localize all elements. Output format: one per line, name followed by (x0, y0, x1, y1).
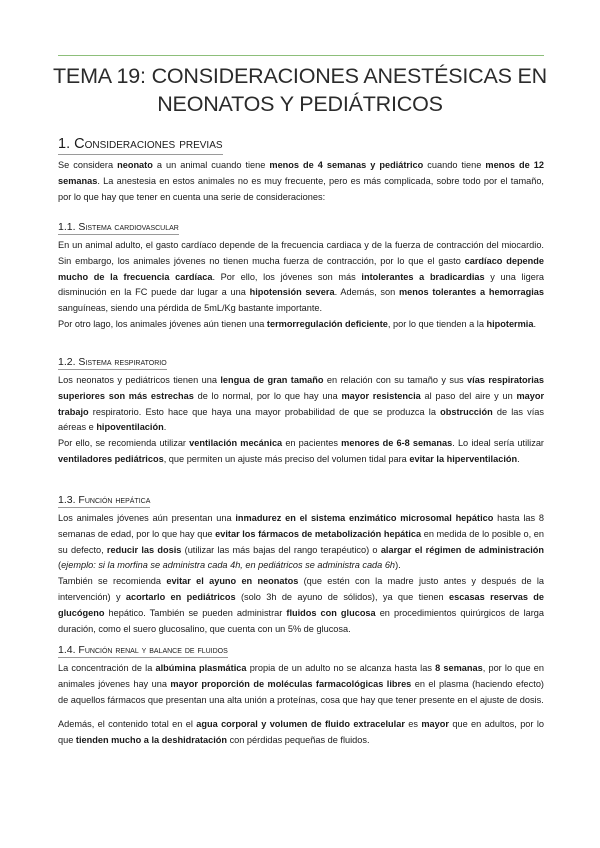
paragraph: Por ello, se recomienda utilizar ventilación mecánica en pacientes menores de 6-8 semanas. Lo ideal sería utilizar ventiladores pediátricos, que permiten un ajuste más preciso del volumen tidal para evitar la hiperventilación. (58, 438, 544, 464)
paragraph: Además, el contenido total en el agua corporal y volumen de fluido extracelular es mayor que en adultos, por lo que tienden mucho a la deshidratación con pérdidas pequeñas de fluidos. (58, 719, 545, 746)
section-funcion-hepatica (58, 490, 544, 637)
paragraph: Los animales jóvenes aún presentan una inmadurez en el sistema enzimático microsomal hepático hasta las 8 semanas de edad, por lo que hay que evitar los fármacos de metabolización hepática en medida de lo posible o, en su defecto, reducir las dosis (utilizar las más bajas del rango terapéutico) o alargar el régimen de administración (ejemplo: si la morfina se administra cada 4h, en pediátricos se administra cada 6h). (58, 513, 544, 571)
header-rule (58, 55, 544, 56)
page-title (40, 62, 560, 118)
paragraph: La concentración de la albúmina plasmática propia de un adulto no se alcanza hasta las 8 semanas, por lo que en animales jóvenes hay una mayor proporción de moléculas farmacológicas libres en el plasma (haciendo efecto) de aquellos fármacos que presentan una alta unión a proteínas, cosa que hay que tener presente en el ajuste de dosis. (58, 663, 544, 705)
paragraph: Se considera neonato a un animal cuando tiene menos de 4 semanas y pediátrico cuando tiene menos de 12 semanas. La anestesia en estos animales no es muy frecuente, pero es más complicada, sobre todo por el tamaño, por lo que hay que tener en cuenta una serie de consideraciones: (58, 160, 544, 202)
section-heading: 1. Consideraciones previas (58, 136, 223, 155)
paragraph: Los neonatos y pediátricos tienen una lengua de gran tamaño en relación con su tamaño y sus vías respiratorias superiores son más estrechas de lo normal, por lo que hay una mayor resistencia al paso del aire y un mayor trabajo respiratorio. Esto hace que haya una mayor probabilidad de que se produzca la obstrucción de las vías aéreas e hipoventilación. (58, 375, 545, 433)
section-consideraciones-previas (58, 135, 544, 205)
paragraph: Por otro lago, los animales jóvenes aún tienen una termorregulación deficiente, por lo que tienden a la hipotermia. (58, 318, 537, 329)
title-line-2: NEONATOS Y PEDIÁTRICOS (157, 92, 443, 116)
subsection-heading: 1.3. Función hepática (58, 494, 151, 506)
subsection-heading: 1.4. Función renal y balance de fluidos (58, 644, 228, 656)
title-line-1: TEMA 19: CONSIDERACIONES ANESTÉSICAS EN (53, 64, 547, 88)
subsection-heading: 1.1. Sistema cardiovascular (58, 221, 179, 233)
section-funcion-renal (58, 640, 544, 749)
section-sistema-cardiovascular (58, 217, 544, 333)
paragraph: También se recomienda evitar el ayuno en neonatos (que estén con la madre justo antes y después de la intervención) y acortarlo en pediátricos (solo 3h de ayuno de sólidos), ya que tienen escasas reservas de glucógeno hepático. También se pueden administrar fluidos con glucosa en procedimientos quirúrgicos de larga duración, como el suero glucosalino, que cuenta con un 5% de glucosa. (58, 576, 545, 634)
paragraph: En un animal adulto, el gasto cardíaco depende de la frecuencia cardiaca y de la fuerza de contracción del miocardio. Sin embargo, los animales jóvenes no tienen mucha fuerza de contracción, por lo que el gasto cardíaco depende mucho de la frecuencia cardíaca. Por ello, los jóvenes son más intolerantes a bradicardias y una ligera disminución en la FC puede dar lugar a una hipotensión severa. Además, son menos tolerantes a hemorragias sanguíneas, siendo una pérdida de 5mL/Kg bastante importante. (58, 240, 544, 314)
subsection-heading: 1.2. Sistema respiratorio (58, 356, 167, 368)
section-sistema-respiratorio (58, 352, 544, 468)
